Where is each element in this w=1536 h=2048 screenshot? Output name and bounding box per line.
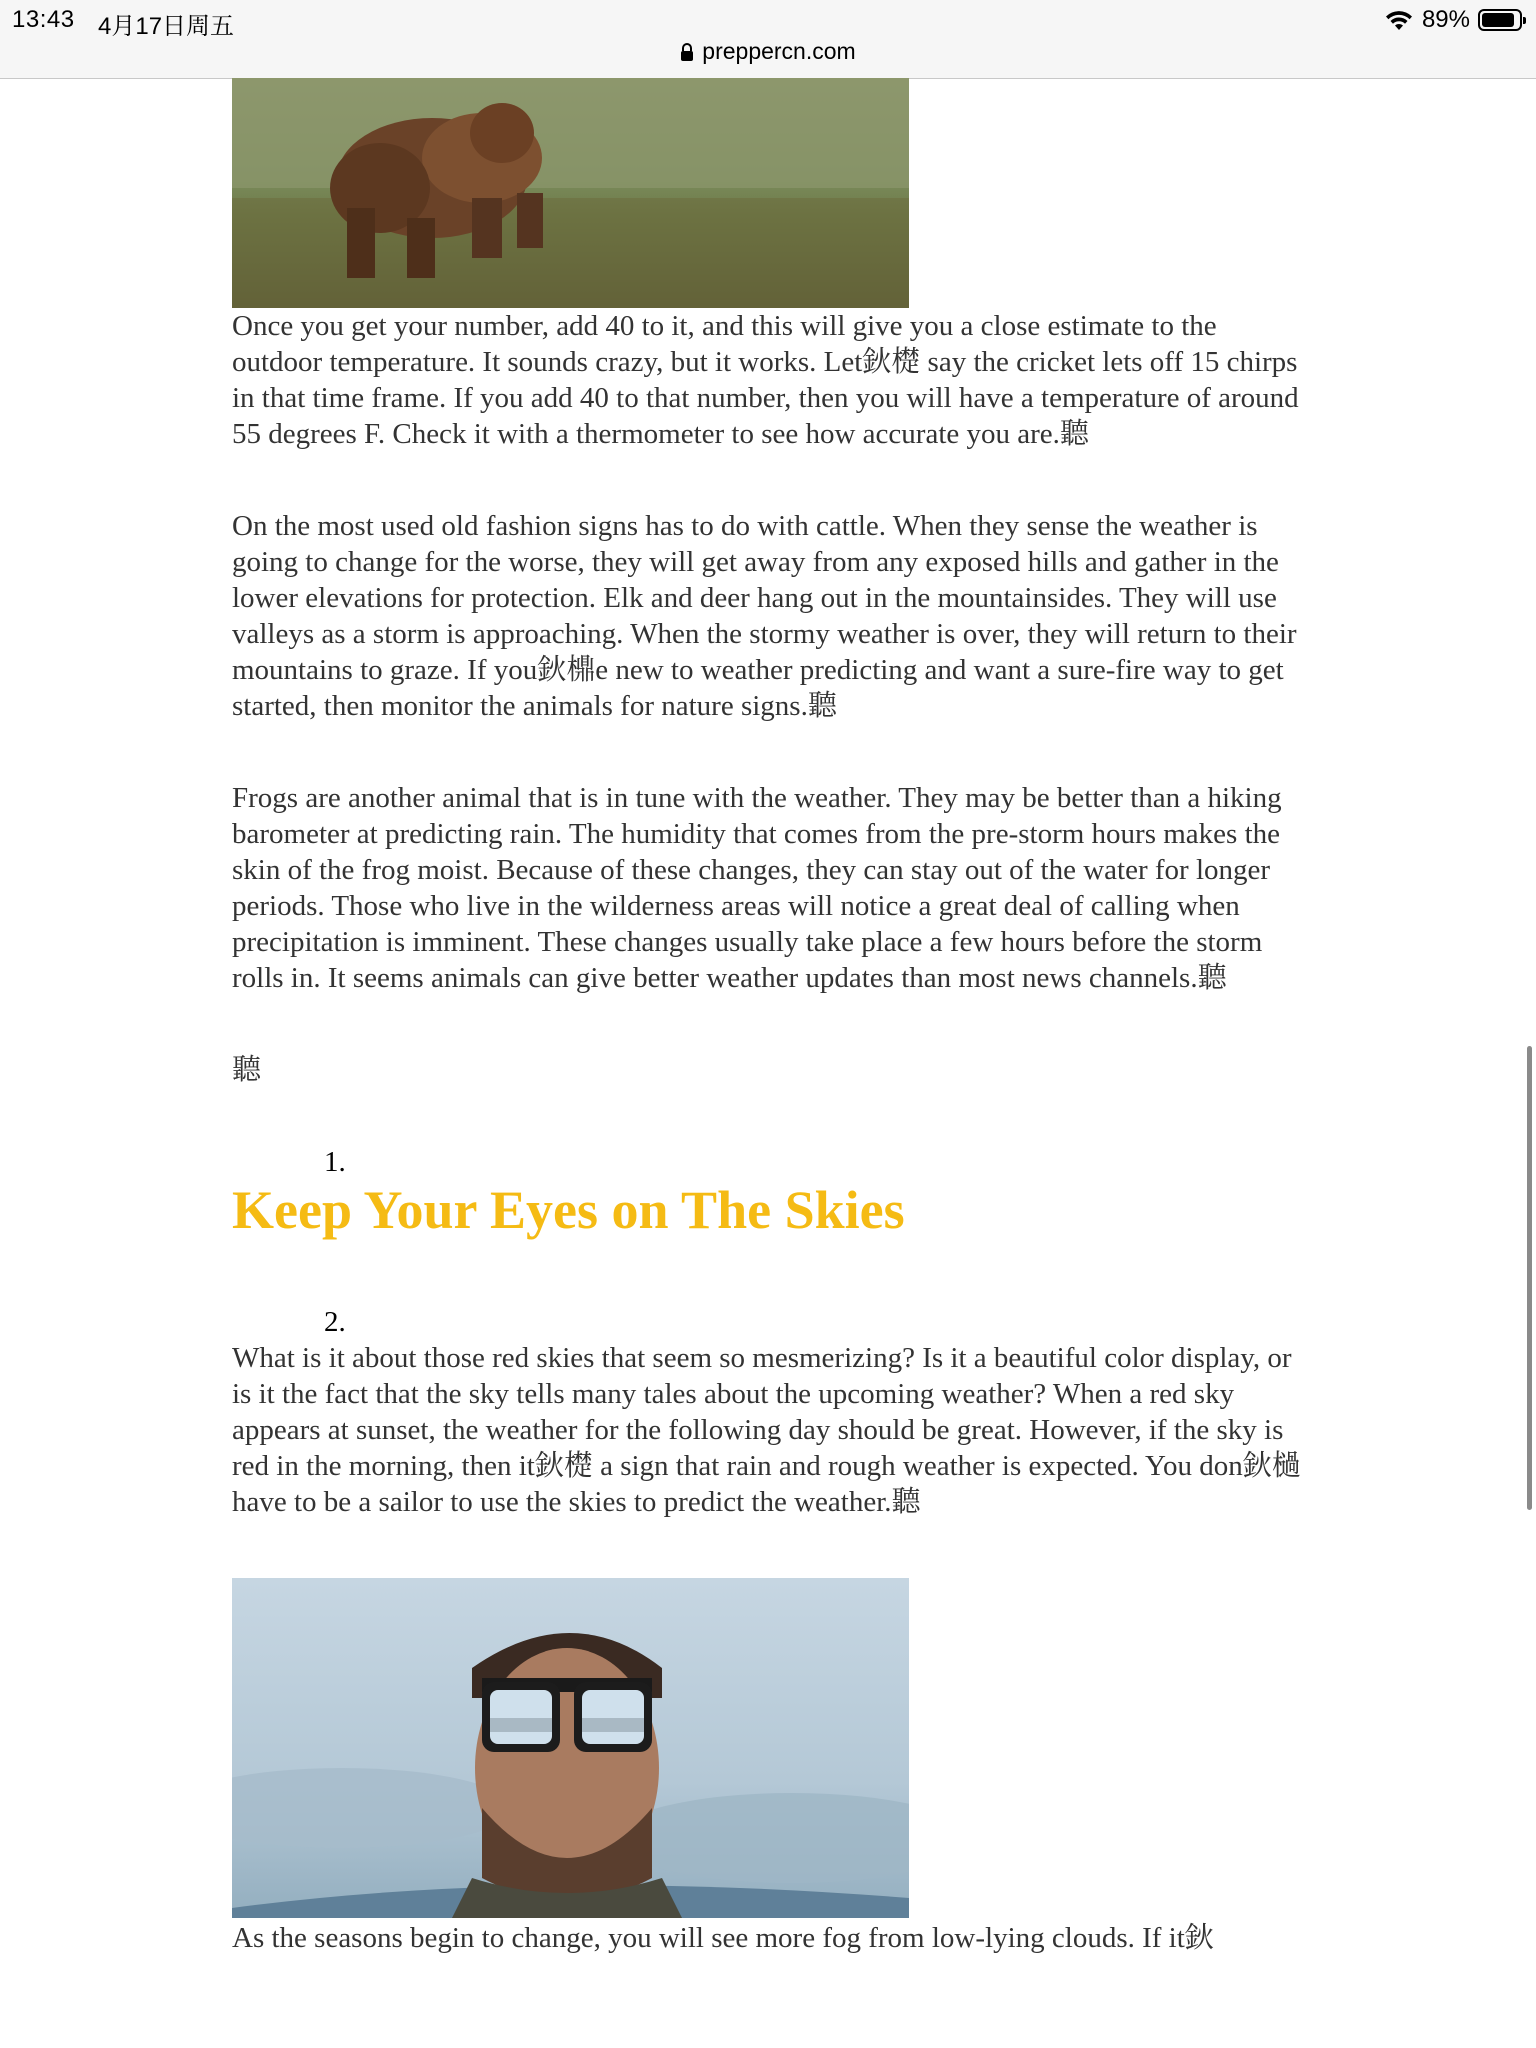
paragraph-cattle: On the most used old fashion signs has to do with cattle. When they sense the weather is going to change for the worse, they will get away from any exposed hills and gather in the lower elevations for protection. Elk and deer hang out in the mountainsides. They will use valleys as a storm is approaching. When the stormy weather is over, they will return to their mountains to graze. If you鈥檙e new to weather predicting and want a sure-fire way to get started, then monitor the animals for nature signs.聽: [232, 510, 1297, 722]
lock-icon: [680, 43, 694, 61]
battery-icon: [1478, 9, 1522, 31]
bear-image: [232, 78, 909, 308]
list-number-1: 1.: [324, 1146, 346, 1178]
battery-percent: 89%: [1421, 6, 1470, 33]
status-indicators: [1384, 6, 1522, 34]
url-bar[interactable]: [0, 38, 1536, 65]
wifi-icon: [1384, 8, 1414, 32]
section-heading: Keep Your Eyes on The Skies: [232, 1180, 905, 1240]
man-image: [232, 1578, 909, 1918]
scroll-indicator[interactable]: [1527, 1046, 1532, 1510]
status-date: 4月17日周五: [98, 13, 235, 40]
paragraph-cricket: Once you get your number, add 40 to it, and this will give you a close estimate to the outdoor temperature. It sounds crazy, but it works. Let鈥檚 say the cricket lets off 15 chirps in that time frame. If you add 40 to that number, then you will have a temperature of around 55 degrees F. Check it with a thermometer to see how accurate you are.聽: [232, 310, 1299, 450]
list-number-2: 2.: [324, 1306, 346, 1338]
browser-top-bar: [0, 0, 1536, 79]
paragraph-red-skies: What is it about those red skies that seem so mesmerizing? Is it a beautiful color display, or is it the fact that the sky tells many tales about the upcoming weather? When a red sky appears at sunset, the weather for the following day should be great. However, if the sky is red in the morning, then it鈥檚 a sign that rain and rough weather is expected. You don鈥檛 have to be a sailor to use the skies to predict the weather.聽: [232, 1342, 1301, 1518]
man-sunglasses-photo: [232, 1578, 909, 1918]
article-body: [232, 78, 1312, 1956]
paragraph-fog-partial: As the seasons begin to change, you will see more fog from low-lying clouds. If it鈥: [232, 1922, 1214, 1954]
status-time: 13:43: [12, 6, 75, 33]
url-text: preppercn.com: [702, 38, 856, 64]
bear-photo: [232, 78, 909, 308]
paragraph-blank: 聽: [232, 1054, 262, 1086]
paragraph-frogs: Frogs are another animal that is in tune with the weather. They may be better than a hiking barometer at predicting rain. The humidity that comes from the pre-storm hours makes the skin of the frog moist. Because of these changes, they can stay out of the water for longer periods. Those who live in the wilderness areas will notice a great deal of calling when precipitation is imminent. These changes usually take place a few hours before the storm rolls in. It seems animals can give better weather updates than most news channels.聽: [232, 782, 1282, 994]
battery-level-fill: [1482, 13, 1514, 27]
